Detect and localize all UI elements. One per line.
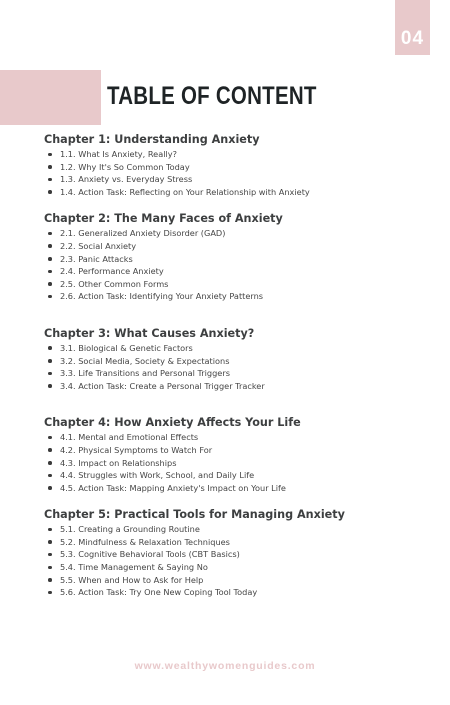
bullet-icon: [48, 553, 52, 557]
chapter-heading[interactable]: Chapter 5: Practical Tools for Managing Anxiety: [44, 508, 345, 522]
chapter-heading[interactable]: Chapter 4: How Anxiety Affects Your Life: [44, 416, 301, 430]
chapter-item-list: [44, 431, 424, 494]
chapter-heading[interactable]: Chapter 3: What Causes Anxiety?: [44, 326, 255, 340]
toc-list-item[interactable]: [44, 548, 424, 561]
toc-list-item[interactable]: [44, 148, 424, 161]
toc-item-label: 2.6. Action Task: Identifying Your Anxiety Patterns: [60, 291, 264, 302]
toc-list-item[interactable]: [44, 586, 424, 599]
toc-list-item[interactable]: [44, 342, 424, 355]
toc-item-label: 4.5. Action Task: Mapping Anxiety's Impact on Your Life: [60, 482, 286, 493]
toc-list-item[interactable]: [44, 457, 424, 470]
bullet-icon: [48, 372, 52, 376]
bullet-icon: [48, 282, 52, 286]
bullet-icon: [48, 346, 52, 350]
chapter-heading[interactable]: Chapter 2: The Many Faces of Anxiety: [44, 212, 283, 226]
toc-list-item[interactable]: [44, 355, 424, 368]
toc-item-label: 3.2. Social Media, Society & Expectations: [60, 355, 230, 366]
chapter-section: [44, 212, 424, 303]
bullet-icon: [48, 165, 52, 169]
bullet-icon: [48, 178, 52, 182]
toc-item-label: 2.2. Social Anxiety: [60, 240, 137, 251]
bullet-icon: [48, 591, 52, 595]
bullet-icon: [48, 232, 52, 236]
chapter-item-list: [44, 342, 424, 392]
page-title: TABLE OF CONTENT: [107, 82, 317, 110]
chapter-section: [44, 416, 424, 494]
bullet-icon: [48, 448, 52, 452]
toc-list-item[interactable]: [44, 227, 424, 240]
toc-item-label: 5.4. Time Management & Saying No: [60, 562, 208, 573]
toc-item-label: 3.1. Biological & Genetic Factors: [60, 342, 193, 353]
page-number: 04: [400, 28, 425, 49]
toc-item-label: 4.3. Impact on Relationships: [60, 457, 177, 468]
chapter-section: [44, 327, 424, 392]
bullet-icon: [48, 474, 52, 478]
bullet-icon: [48, 295, 52, 299]
toc-item-label: 1.1. What Is Anxiety, Really?: [60, 149, 177, 159]
bullet-icon: [48, 436, 52, 440]
toc-list-item[interactable]: [44, 278, 424, 291]
bullet-icon: [48, 540, 52, 544]
toc-item-label: 5.1. Creating a Grounding Routine: [60, 524, 200, 535]
toc-item-label: 2.4. Performance Anxiety: [60, 266, 164, 277]
toc-item-label: 1.3. Anxiety vs. Everyday Stress: [60, 174, 193, 185]
toc-list-item[interactable]: [44, 173, 424, 186]
bullet-icon: [48, 359, 52, 363]
chapter-item-list: [44, 523, 424, 599]
page-number-badge: [395, 0, 430, 55]
toc-list-item[interactable]: [44, 482, 424, 495]
toc-item-label: 5.2. Mindfulness & Relaxation Techniques: [60, 536, 230, 547]
toc-list-item[interactable]: [44, 240, 424, 253]
toc-list-item[interactable]: [44, 265, 424, 278]
title-accent-block: [0, 70, 101, 125]
table-of-contents: [44, 133, 424, 599]
chapter-heading[interactable]: Chapter 1: Understanding Anxiety: [44, 133, 260, 146]
bullet-icon: [48, 384, 52, 388]
bullet-icon: [48, 153, 52, 157]
chapter-item-list: [44, 148, 424, 198]
bullet-icon: [48, 486, 52, 490]
toc-list-item[interactable]: [44, 444, 424, 457]
toc-list-item[interactable]: [44, 431, 424, 444]
toc-item-label: 4.2. Physical Symptoms to Watch For: [60, 444, 213, 455]
toc-item-label: 3.3. Life Transitions and Personal Triggers: [60, 368, 230, 379]
toc-list-item[interactable]: [44, 186, 424, 199]
toc-list-item[interactable]: [44, 380, 424, 393]
toc-item-label: 3.4. Action Task: Create a Personal Trigger Tracker: [60, 380, 265, 391]
toc-list-item[interactable]: [44, 523, 424, 536]
toc-item-label: 5.5. When and How to Ask for Help: [60, 574, 204, 585]
bullet-icon: [48, 270, 52, 274]
toc-list-item[interactable]: [44, 367, 424, 380]
toc-item-label: 2.1. Generalized Anxiety Disorder (GAD): [60, 228, 226, 239]
toc-item-label: 4.4. Struggles with Work, School, and Daily Life: [60, 470, 255, 481]
chapter-section: [44, 133, 424, 198]
bullet-icon: [48, 578, 52, 582]
toc-list-item[interactable]: [44, 574, 424, 587]
bullet-icon: [48, 244, 52, 248]
toc-item-label: 5.3. Cognitive Behavioral Tools (CBT Basics): [60, 549, 240, 560]
footer-url: www.wealthywomenguides.com: [134, 660, 316, 672]
bullet-icon: [48, 257, 52, 261]
toc-list-item[interactable]: [44, 561, 424, 574]
bullet-icon: [48, 566, 52, 570]
bullet-icon: [48, 190, 52, 194]
toc-item-label: 4.1. Mental and Emotional Effects: [60, 432, 199, 443]
chapter-item-list: [44, 227, 424, 303]
toc-item-label: 5.6. Action Task: Try One New Coping Tool Today: [60, 587, 258, 598]
toc-list-item[interactable]: [44, 253, 424, 266]
toc-list-item[interactable]: [44, 290, 424, 303]
toc-list-item[interactable]: [44, 536, 424, 549]
bullet-icon: [48, 528, 52, 532]
bullet-icon: [48, 461, 52, 465]
toc-item-label: 1.4. Action Task: Reflecting on Your Relationship with Anxiety: [60, 186, 310, 197]
toc-list-item[interactable]: [44, 469, 424, 482]
chapter-section: [44, 508, 424, 599]
toc-item-label: 2.3. Panic Attacks: [60, 253, 133, 264]
toc-list-item[interactable]: [44, 161, 424, 174]
toc-item-label: 2.5. Other Common Forms: [60, 278, 169, 289]
toc-item-label: 1.2. Why It's So Common Today: [60, 161, 190, 172]
